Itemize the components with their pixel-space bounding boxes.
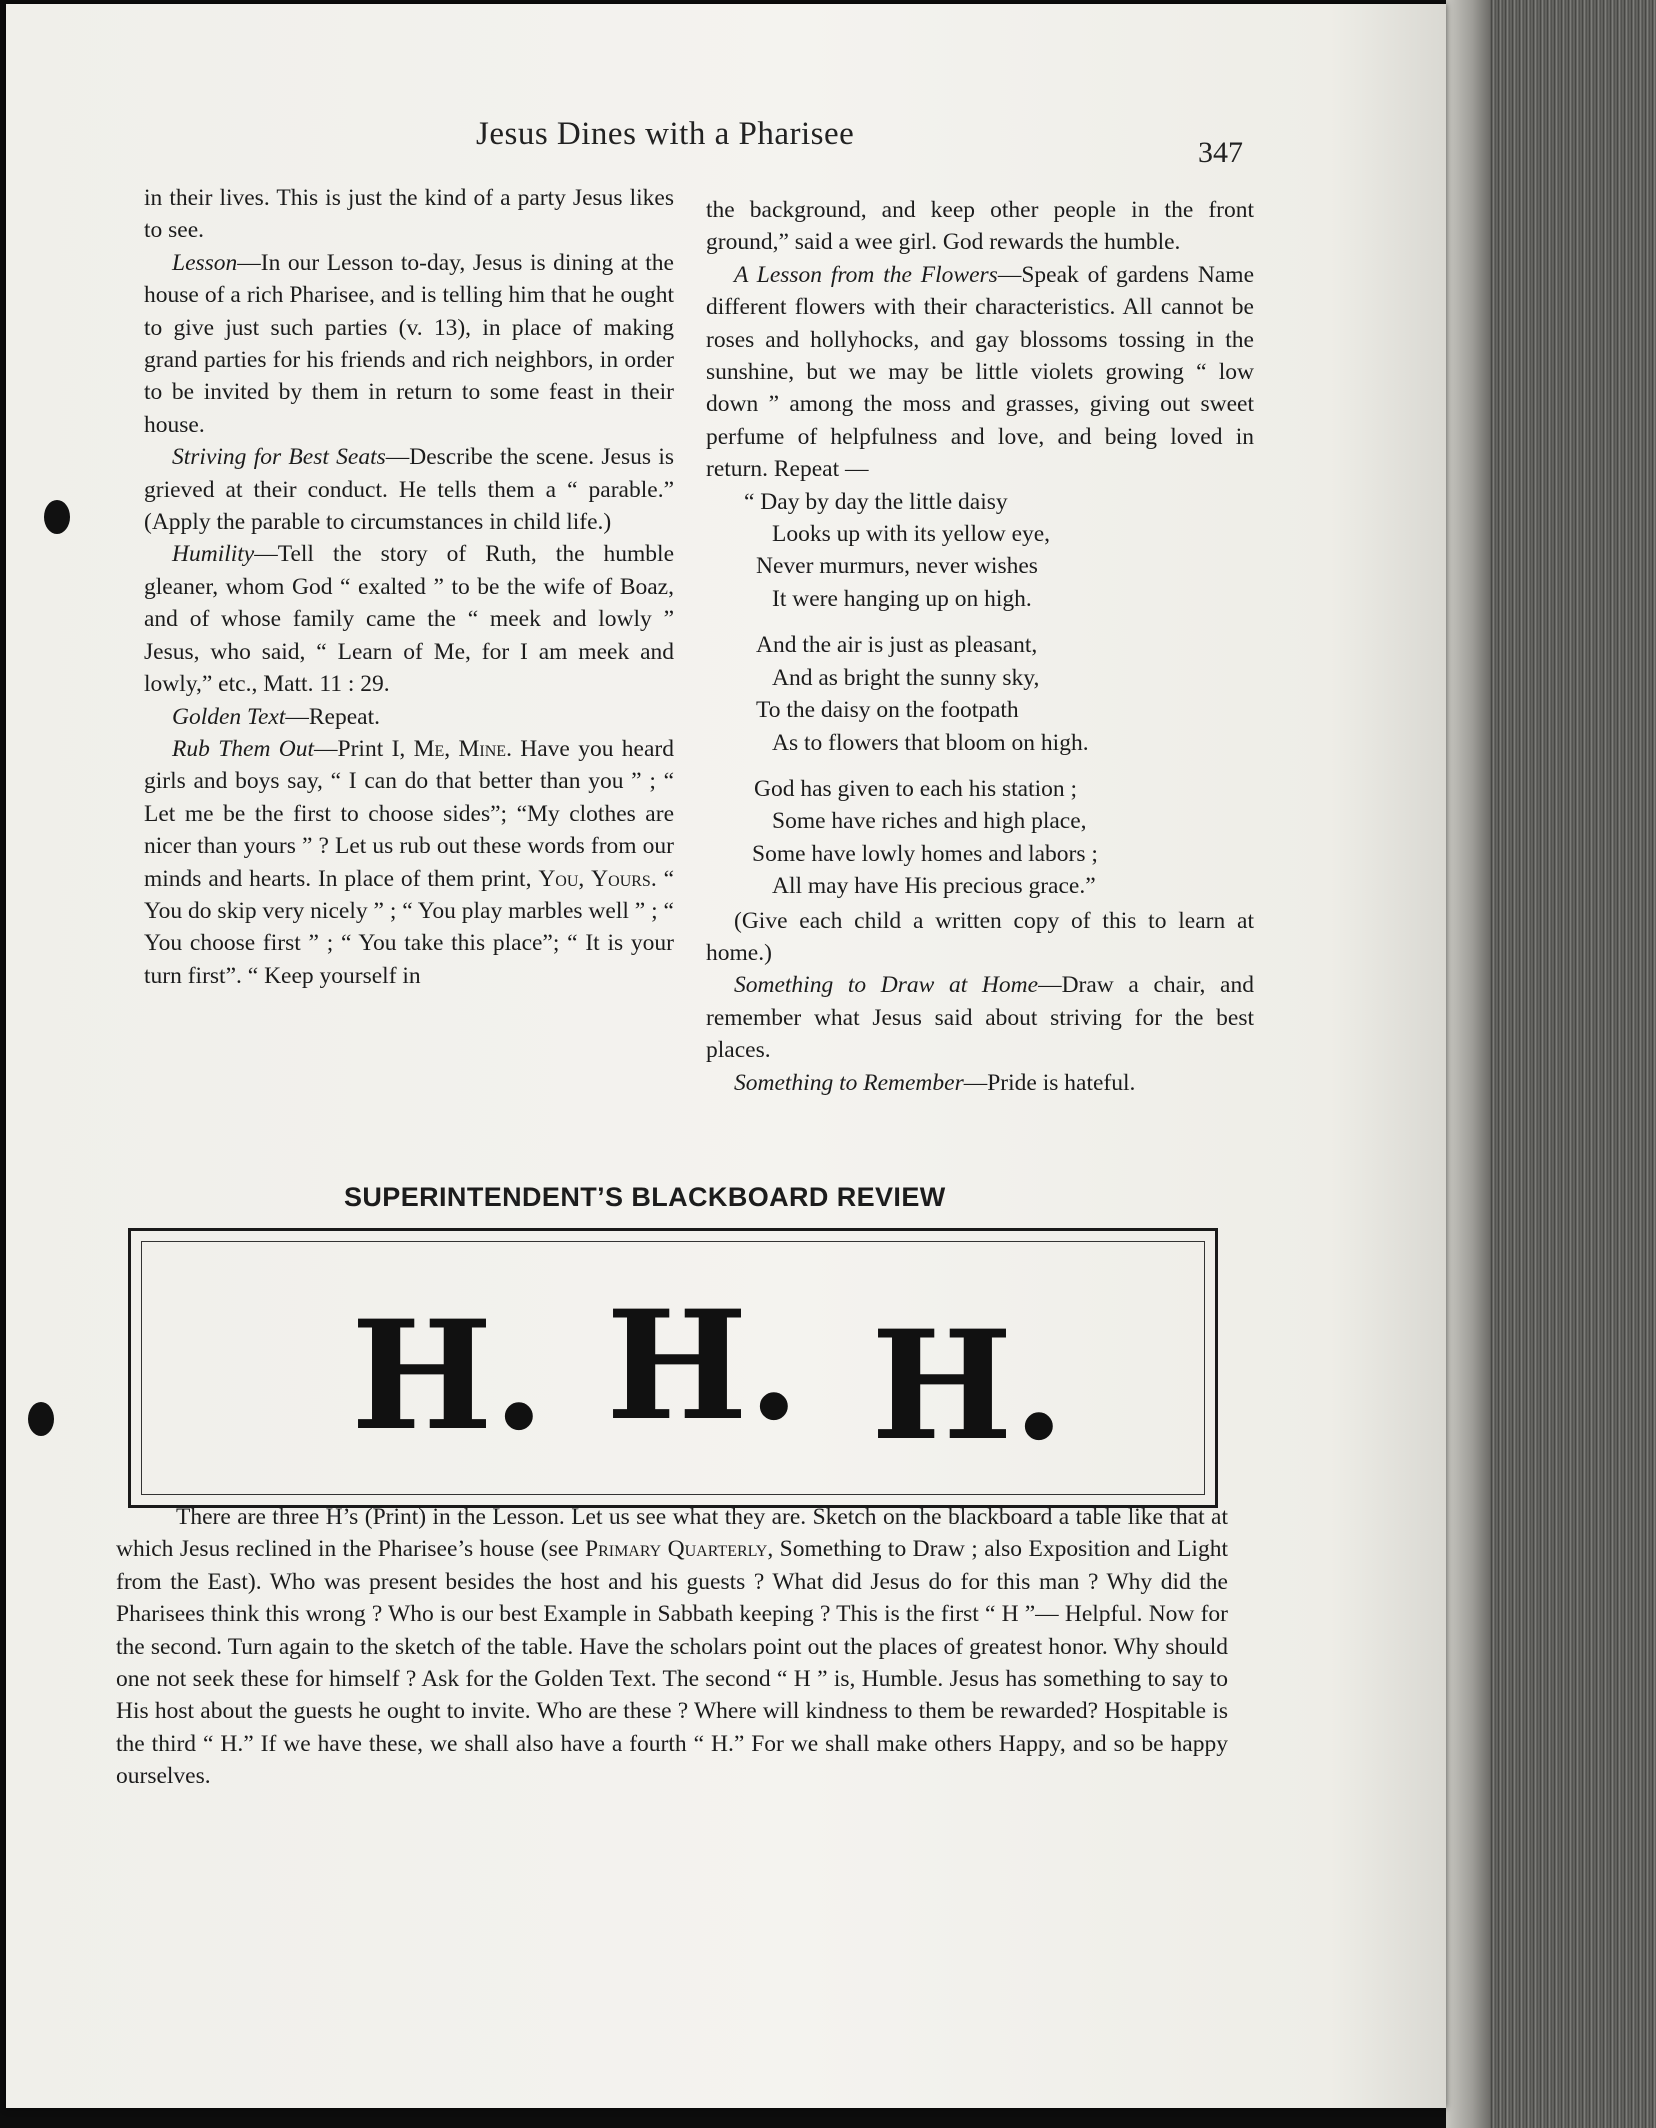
poem-stanza (706, 773, 1254, 903)
right-column (706, 194, 1254, 1099)
paragraph-heading: Golden Text (172, 703, 286, 730)
poem-line: God has given to each his station ; (754, 775, 1078, 802)
paragraph-heading: Rub Them Out (172, 735, 315, 762)
poem-line: As to flowers that bloom on high. (772, 729, 1089, 756)
paragraph-body: —Speak of gardens Name different flowers with their characteristics. All cannot be roses and hollyhocks, and gay blossoms tossing in the sunshine, but we may be little violets growing “ low down ” among the moss and grasses, giving out sweet perfume of helpfulness and love, and being loved in return. Repeat — (706, 261, 1255, 483)
review-body: There are three H’s (Print) in the Lesson. Let us see what they are. Sketch on the blackboard a table like that at which Jesus reclined in the Pharisee’s house (see (116, 1504, 1228, 1563)
paragraph-flowers (706, 259, 1254, 486)
paragraph-body: —In our Lesson to-day, Jesus is dining at the house of a rich Pharisee, and is telling him that he ought to give just such parties (v. 13), in place of making grand parties for his friends and rich neighbors, in order to be invited by them in return to some feast in their house. (144, 249, 674, 438)
paragraph-heading: Humility (172, 541, 255, 568)
paragraph-body: . Have you heard girls and boys say, “ I can do that better than you ” ; “ Let me be the first to choose sides”; “My clothes are nicer than yours ” ? Let us rub out these words from our minds and hearts. In place of them print, (144, 735, 674, 892)
blackboard-letter-helpful: H. (351, 1288, 545, 1464)
paragraph-heading: Something to Remember (734, 1069, 964, 1096)
small-caps-word: Me (413, 735, 445, 762)
paragraph-body: . “ You do skip very nicely ” ; “ You play marbles well ” ; “ You choose first ” ; “ You take this place”; “ It is your turn first”. “ Keep yourself in (144, 865, 675, 989)
blackboard-frame (128, 1228, 1218, 1508)
paragraph-heading: A Lesson from the Flowers (734, 261, 998, 288)
page-number: 347 (1198, 136, 1243, 169)
poem-line: Never murmurs, never wishes (756, 553, 1038, 580)
poem-stanza (706, 486, 1254, 616)
paragraph-golden-text (144, 701, 674, 733)
poem-line: All may have His precious grace.” (772, 873, 1096, 900)
small-caps-word: You (538, 865, 579, 892)
paragraph-heading: Lesson (172, 249, 238, 276)
book-page (6, 4, 1446, 2108)
blackboard-review-title: SUPERINTENDENT’S BLACKBOARD REVIEW (344, 1182, 946, 1212)
paragraph-body: —Draw a chair, and remember what Jesus said about striving for the best places. (706, 972, 1254, 1064)
paragraph-body: —Repeat. (285, 703, 380, 730)
poem-line: And the air is just as pleasant, (756, 632, 1038, 659)
paragraph-body: —Tell the story of Ruth, the humble gleaner, whom God “ exalted ” to be the wife of Boaz, and of whose family came the “ meek and lowly ” Jesus, who said, “ Learn of Me, for I am meek and lowly,” etc., Matt. 11 : 29. (144, 541, 674, 698)
paragraph-copy-note: (Give each child a written copy of this to learn at home.) (706, 907, 1254, 966)
paragraph-best-seats (144, 441, 674, 538)
poem-stanza (706, 629, 1254, 759)
paragraph-body: , (578, 865, 592, 892)
small-caps-word: Mine (458, 735, 507, 762)
left-column (144, 182, 674, 992)
paragraph: in their lives. This is just the kind of a party Jesus likes to see. (144, 185, 674, 244)
poem-line: To the daisy on the footpath (756, 697, 1019, 724)
paragraph-body: —Pride is hateful. (963, 1069, 1136, 1096)
paragraph-remember (706, 1067, 1254, 1099)
book-edge-highlight (1446, 0, 1490, 2128)
poem-line: It were hanging up on high. (772, 585, 1032, 612)
binding-hole-top (44, 500, 70, 534)
paragraph-rub-them-out (144, 733, 674, 992)
paragraph-draw-at-home (706, 969, 1254, 1066)
paragraph-heading: Something to Draw at Home (734, 972, 1039, 999)
blackboard-letter-humble: H. (606, 1278, 800, 1454)
paragraph-humility (144, 538, 674, 700)
review-body: , Something to Draw ; also Exposition and Light from the East). Who was present besides the host and his guests ? What did Jesus do for this man ? Why did the Pharisees think this wrong ? Who is our best Example in Sabbath keeping ? This is the first “ H ”— Helpful. Now for the second. Turn again to the sketch of the table. Have the scholars point out the places of greatest honor. Why should one not seek these for himself ? Ask for the Golden Text. The second “ H ” is, Humble. Jesus has something to say to His host about the guests he ought to invite. Who are these ? Where will kindness to them be rewarded? Hospitable is the third “ H.” If we have these, we shall also have a fourth “ H.” For we shall make others Happy, and so be happy ourselves. (116, 1536, 1228, 1790)
paragraph: the background, and keep other people in the front ground,” said a wee girl. God rewards the humble. (706, 197, 1254, 256)
paragraph-body: —Print I, (314, 735, 414, 762)
review-text (116, 1501, 1228, 1793)
small-caps-title: Primary Quarterly (585, 1536, 768, 1563)
review-paragraph (116, 1501, 1228, 1793)
poem-line: And as bright the sunny sky, (772, 664, 1040, 691)
running-title: Jesus Dines with a Pharisee (476, 116, 855, 152)
paragraph-body: , (444, 735, 459, 762)
paragraph-heading: Striving for Best Seats (172, 444, 386, 471)
poem-line: Some have lowly homes and labors ; (752, 840, 1098, 867)
poem-line: “ Day by day the little daisy (744, 488, 1008, 515)
small-caps-word: Yours (591, 865, 651, 892)
binding-hole-bottom (28, 1402, 54, 1436)
poem-line: Some have riches and high place, (772, 808, 1087, 835)
daisy-poem (706, 486, 1254, 903)
paragraph-lesson (144, 247, 674, 441)
blackboard-letter-hospitable: H. (871, 1298, 1065, 1474)
paragraph-body: —Describe the scene. Jesus is grieved at their conduct. He tells them a “ parable.” (Apply the parable to circumstances in child life.) (144, 444, 674, 536)
poem-line: Looks up with its yellow eye, (772, 521, 1051, 548)
